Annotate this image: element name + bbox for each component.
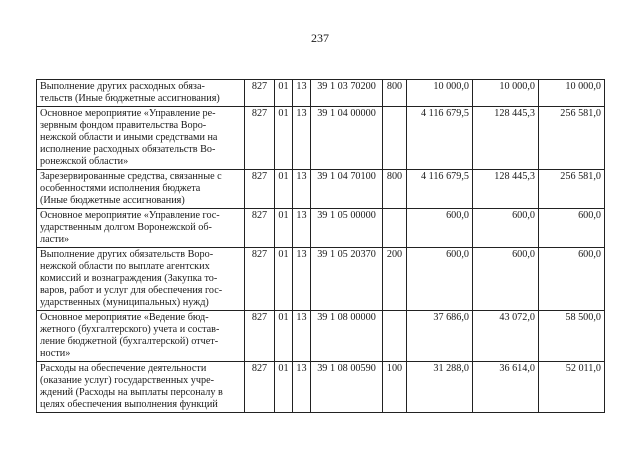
grbs-code: 827 xyxy=(245,311,275,362)
expense-type-code: 800 xyxy=(383,80,407,107)
expense-type-code xyxy=(383,107,407,170)
row-description xyxy=(37,209,245,248)
subsection-code: 13 xyxy=(293,170,311,209)
expense-type-code: 200 xyxy=(383,248,407,311)
table-row xyxy=(37,107,605,170)
row-description xyxy=(37,362,245,413)
subsection-code: 13 xyxy=(293,248,311,311)
target-article-code: 39 1 08 00590 xyxy=(311,362,383,413)
target-article-code: 39 1 05 20370 xyxy=(311,248,383,311)
amount-year-1: 37 686,0 xyxy=(407,311,473,362)
subsection-code: 13 xyxy=(293,80,311,107)
description-line: тельств (Иные бюджетные ассигнования) xyxy=(40,93,220,104)
section-code: 01 xyxy=(275,248,293,311)
target-article-code: 39 1 03 70200 xyxy=(311,80,383,107)
table-row xyxy=(37,80,605,107)
expense-type-code: 800 xyxy=(383,170,407,209)
amount-year-2: 43 072,0 xyxy=(473,311,539,362)
amount-year-3: 256 581,0 xyxy=(539,107,605,170)
table-row xyxy=(37,170,605,209)
section-code: 01 xyxy=(275,209,293,248)
description-line: Выполнение других обязательств Воро- xyxy=(40,249,214,260)
amount-year-2: 128 445,3 xyxy=(473,107,539,170)
expense-type-code xyxy=(383,209,407,248)
section-code: 01 xyxy=(275,107,293,170)
description-line: комиссий и вознаграждения (Закупка то- xyxy=(40,273,218,284)
row-description xyxy=(37,107,245,170)
grbs-code: 827 xyxy=(245,248,275,311)
row-description xyxy=(37,80,245,107)
description-line: (оказание услуг) государственных учре- xyxy=(40,375,215,386)
amount-year-3: 600,0 xyxy=(539,209,605,248)
amount-year-3: 256 581,0 xyxy=(539,170,605,209)
amount-year-1: 600,0 xyxy=(407,248,473,311)
budget-table xyxy=(36,79,605,413)
description-line: ударственным долгом Воронежской об- xyxy=(40,222,212,233)
description-line: ударственных (муниципальных) нужд) xyxy=(40,297,209,308)
description-line: Основное мероприятие «Управление ре- xyxy=(40,108,216,119)
description-line: исполнение расходных обязательств Во- xyxy=(40,144,216,155)
description-line: варов, работ и услуг для обеспечения гос- xyxy=(40,285,223,296)
description-line: нежской области по выплате агентских xyxy=(40,261,210,272)
section-code: 01 xyxy=(275,362,293,413)
amount-year-2: 600,0 xyxy=(473,248,539,311)
amount-year-1: 4 116 679,5 xyxy=(407,107,473,170)
table-row xyxy=(37,209,605,248)
target-article-code: 39 1 08 00000 xyxy=(311,311,383,362)
page-number: 237 xyxy=(311,31,329,45)
description-line: ждений (Расходы на выплаты персоналу в xyxy=(40,387,223,398)
amount-year-3: 10 000,0 xyxy=(539,80,605,107)
amount-year-3: 600,0 xyxy=(539,248,605,311)
description-line: Выполнение других расходных обяза- xyxy=(40,81,205,92)
description-line: ронежской области» xyxy=(40,156,129,167)
expense-type-code: 100 xyxy=(383,362,407,413)
section-code: 01 xyxy=(275,170,293,209)
row-description xyxy=(37,170,245,209)
description-line: ласти» xyxy=(40,234,70,245)
description-line: Основное мероприятие «Управление гос- xyxy=(40,210,220,221)
grbs-code: 827 xyxy=(245,362,275,413)
row-description xyxy=(37,311,245,362)
amount-year-2: 600,0 xyxy=(473,209,539,248)
expense-type-code xyxy=(383,311,407,362)
amount-year-1: 31 288,0 xyxy=(407,362,473,413)
description-line: жетного (бухгалтерского) учета и состав- xyxy=(40,324,220,335)
description-line: (Иные бюджетные ассигнования) xyxy=(40,195,185,206)
description-line: ности» xyxy=(40,348,71,359)
amount-year-2: 36 614,0 xyxy=(473,362,539,413)
grbs-code: 827 xyxy=(245,80,275,107)
amount-year-1: 10 000,0 xyxy=(407,80,473,107)
description-line: особенностями исполнения бюджета xyxy=(40,183,201,194)
table-row xyxy=(37,248,605,311)
description-line: целях обеспечения выполнения функций xyxy=(40,399,218,410)
target-article-code: 39 1 05 00000 xyxy=(311,209,383,248)
grbs-code: 827 xyxy=(245,209,275,248)
target-article-code: 39 1 04 00000 xyxy=(311,107,383,170)
description-line: Расходы на обеспечение деятельности xyxy=(40,363,207,374)
subsection-code: 13 xyxy=(293,311,311,362)
grbs-code: 827 xyxy=(245,170,275,209)
description-line: Основное мероприятие «Ведение бюд- xyxy=(40,312,209,323)
grbs-code: 827 xyxy=(245,107,275,170)
amount-year-3: 52 011,0 xyxy=(539,362,605,413)
amount-year-2: 128 445,3 xyxy=(473,170,539,209)
amount-year-1: 4 116 679,5 xyxy=(407,170,473,209)
subsection-code: 13 xyxy=(293,362,311,413)
subsection-code: 13 xyxy=(293,209,311,248)
table-row xyxy=(37,362,605,413)
subsection-code: 13 xyxy=(293,107,311,170)
description-line: нежской области и иными средствами на xyxy=(40,132,218,143)
section-code: 01 xyxy=(275,80,293,107)
section-code: 01 xyxy=(275,311,293,362)
description-line: ление бюджетной (бухгалтерской) отчет- xyxy=(40,336,219,347)
amount-year-3: 58 500,0 xyxy=(539,311,605,362)
target-article-code: 39 1 04 70100 xyxy=(311,170,383,209)
amount-year-1: 600,0 xyxy=(407,209,473,248)
description-line: Зарезервированные средства, связанные с xyxy=(40,171,222,182)
table-row xyxy=(37,311,605,362)
amount-year-2: 10 000,0 xyxy=(473,80,539,107)
description-line: зервным фондом правительства Воро- xyxy=(40,120,207,131)
row-description xyxy=(37,248,245,311)
